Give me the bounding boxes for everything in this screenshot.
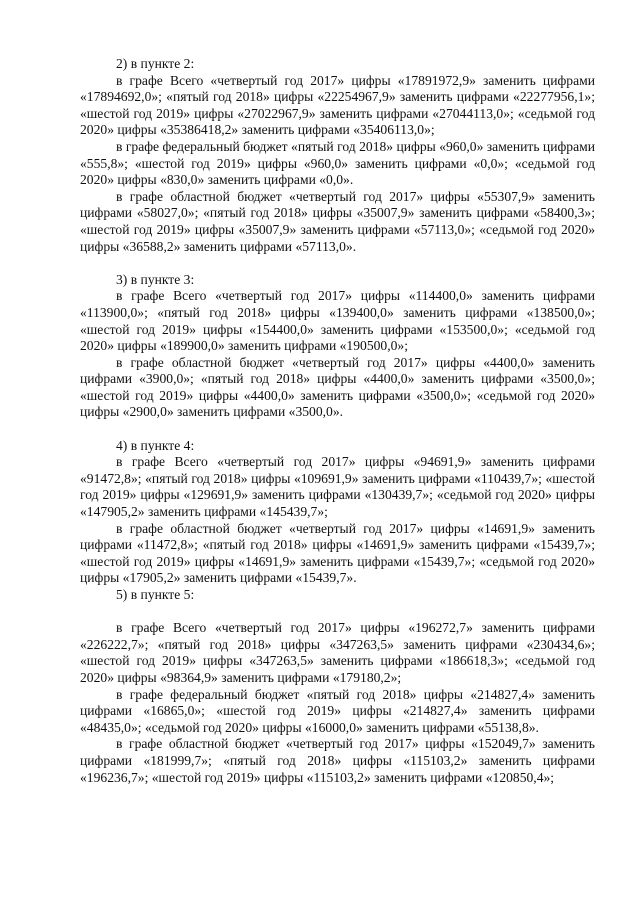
amendment-item-2	[80, 56, 595, 255]
paragraph-regional-budget: в графе областной бюджет «четвертый год 2017» цифры «14691,9» заменить цифрами «11472,8»; «пятый год 2018» цифры «14691,9» заменить цифрами «15439,7»; «шестой год 2019» цифры «14691,9» заменить цифрами «15439,7»; «седьмой год 2020» цифры «17905,2» заменить цифрами «15439,7».	[80, 520, 595, 586]
paragraph-federal-budget: в графе федеральный бюджет «пятый год 2018» цифры «960,0» заменить цифрами «555,8»; «шестой год 2019» цифры «960,0» заменить цифрами «0,0»; «седьмой год 2020» цифры «830,0» заменить цифрами «0,0».	[80, 138, 595, 188]
paragraph-regional-budget: в графе областной бюджет «четвертый год 2017» цифры «4400,0» заменить цифрами «3900,0»; «пятый год 2018» цифры «4400,0» заменить цифрами «3500,0»; «шестой год 2019» цифры «4400,0» заменить цифрами «3500,0»; «седьмой год 2020» цифры «2900,0» заменить цифрами «3500,0».	[80, 354, 595, 420]
blank-line	[80, 604, 595, 621]
item-heading: 3) в пункте 3:	[116, 271, 195, 287]
amendment-item-4	[80, 438, 595, 587]
document-page	[80, 56, 595, 786]
paragraph-regional-budget: в графе областной бюджет «четвертый год 2017» цифры «152049,7» заменить цифрами «181999,7»; «пятый год 2018» цифры «115103,2» заменить цифрами «196236,7»; «шестой год 2019» цифры «115103,2» заменить цифрами «120850,4»;	[80, 736, 595, 785]
paragraph-total: в графе Всего «четвертый год 2017» цифры «17891972,9» заменить цифрами «17894692,0»; «пятый год 2018» цифры «22254967,9» заменить цифрами «22277956,1»; «шестой год 2019» цифры «27022967,9» заменить цифрами «27044113,0»; «седьмой год 2020» цифры «35386418,2» заменить цифрами «35406113,0»;	[80, 72, 595, 138]
paragraph-total: в графе Всего «четвертый год 2017» цифры «94691,9» заменить цифрами «91472,8»; «пятый год 2018» цифры «109691,9» заменить цифрами «110439,7»; «шестой год 2019» цифры «129691,9» заменить цифрами «130439,7»; «седьмой год 2020» цифры «147905,2» заменить цифрами «145439,7»;	[80, 454, 595, 520]
item-heading: 2) в пункте 2:	[116, 56, 195, 71]
paragraph-regional-budget: в графе областной бюджет «четвертый год 2017» цифры «55307,9» заменить цифрами «58027,0»; «пятый год 2018» цифры «35007,9» заменить цифрами «58400,3»; «шестой год 2019» цифры «35007,9» заменить цифрами «57113,0»; «седьмой год 2020» цифры «36588,2» заменить цифрами «57113,0».	[80, 188, 595, 254]
amendment-item-5	[80, 587, 595, 786]
paragraph-total: в графе Всего «четвертый год 2017» цифры «196272,7» заменить цифрами «226222,7»; «пятый год 2018» цифры «347263,5» заменить цифрами «230434,6»; «шестой год 2019» цифры «347263,5» заменить цифрами «186618,3»; «седьмой год 2020» цифры «98364,9» заменить цифрами «179180,2»;	[80, 620, 595, 685]
amendment-item-3	[80, 272, 595, 421]
paragraph-federal-budget: в графе федеральный бюджет «пятый год 2018» цифры «214827,4» заменить цифрами «16865,0»; «шестой год 2019» цифры «214827,4» заменить цифрами «48435,0»; «седьмой год 2020» цифры «16000,0» заменить цифрами «55138,8».	[80, 686, 595, 735]
paragraph-total: в графе Всего «четвертый год 2017» цифры «114400,0» заменить цифрами «113900,0»; «пятый год 2018» цифры «139400,0» заменить цифрами «138500,0»; «шестой год 2019» цифры «154400,0» заменить цифрами «153500,0»; «седьмой год 2020» цифры «189900,0» заменить цифрами «190500,0»;	[80, 288, 595, 354]
item-heading: 5) в пункте 5:	[116, 587, 195, 602]
item-heading: 4) в пункте 4:	[116, 437, 195, 453]
